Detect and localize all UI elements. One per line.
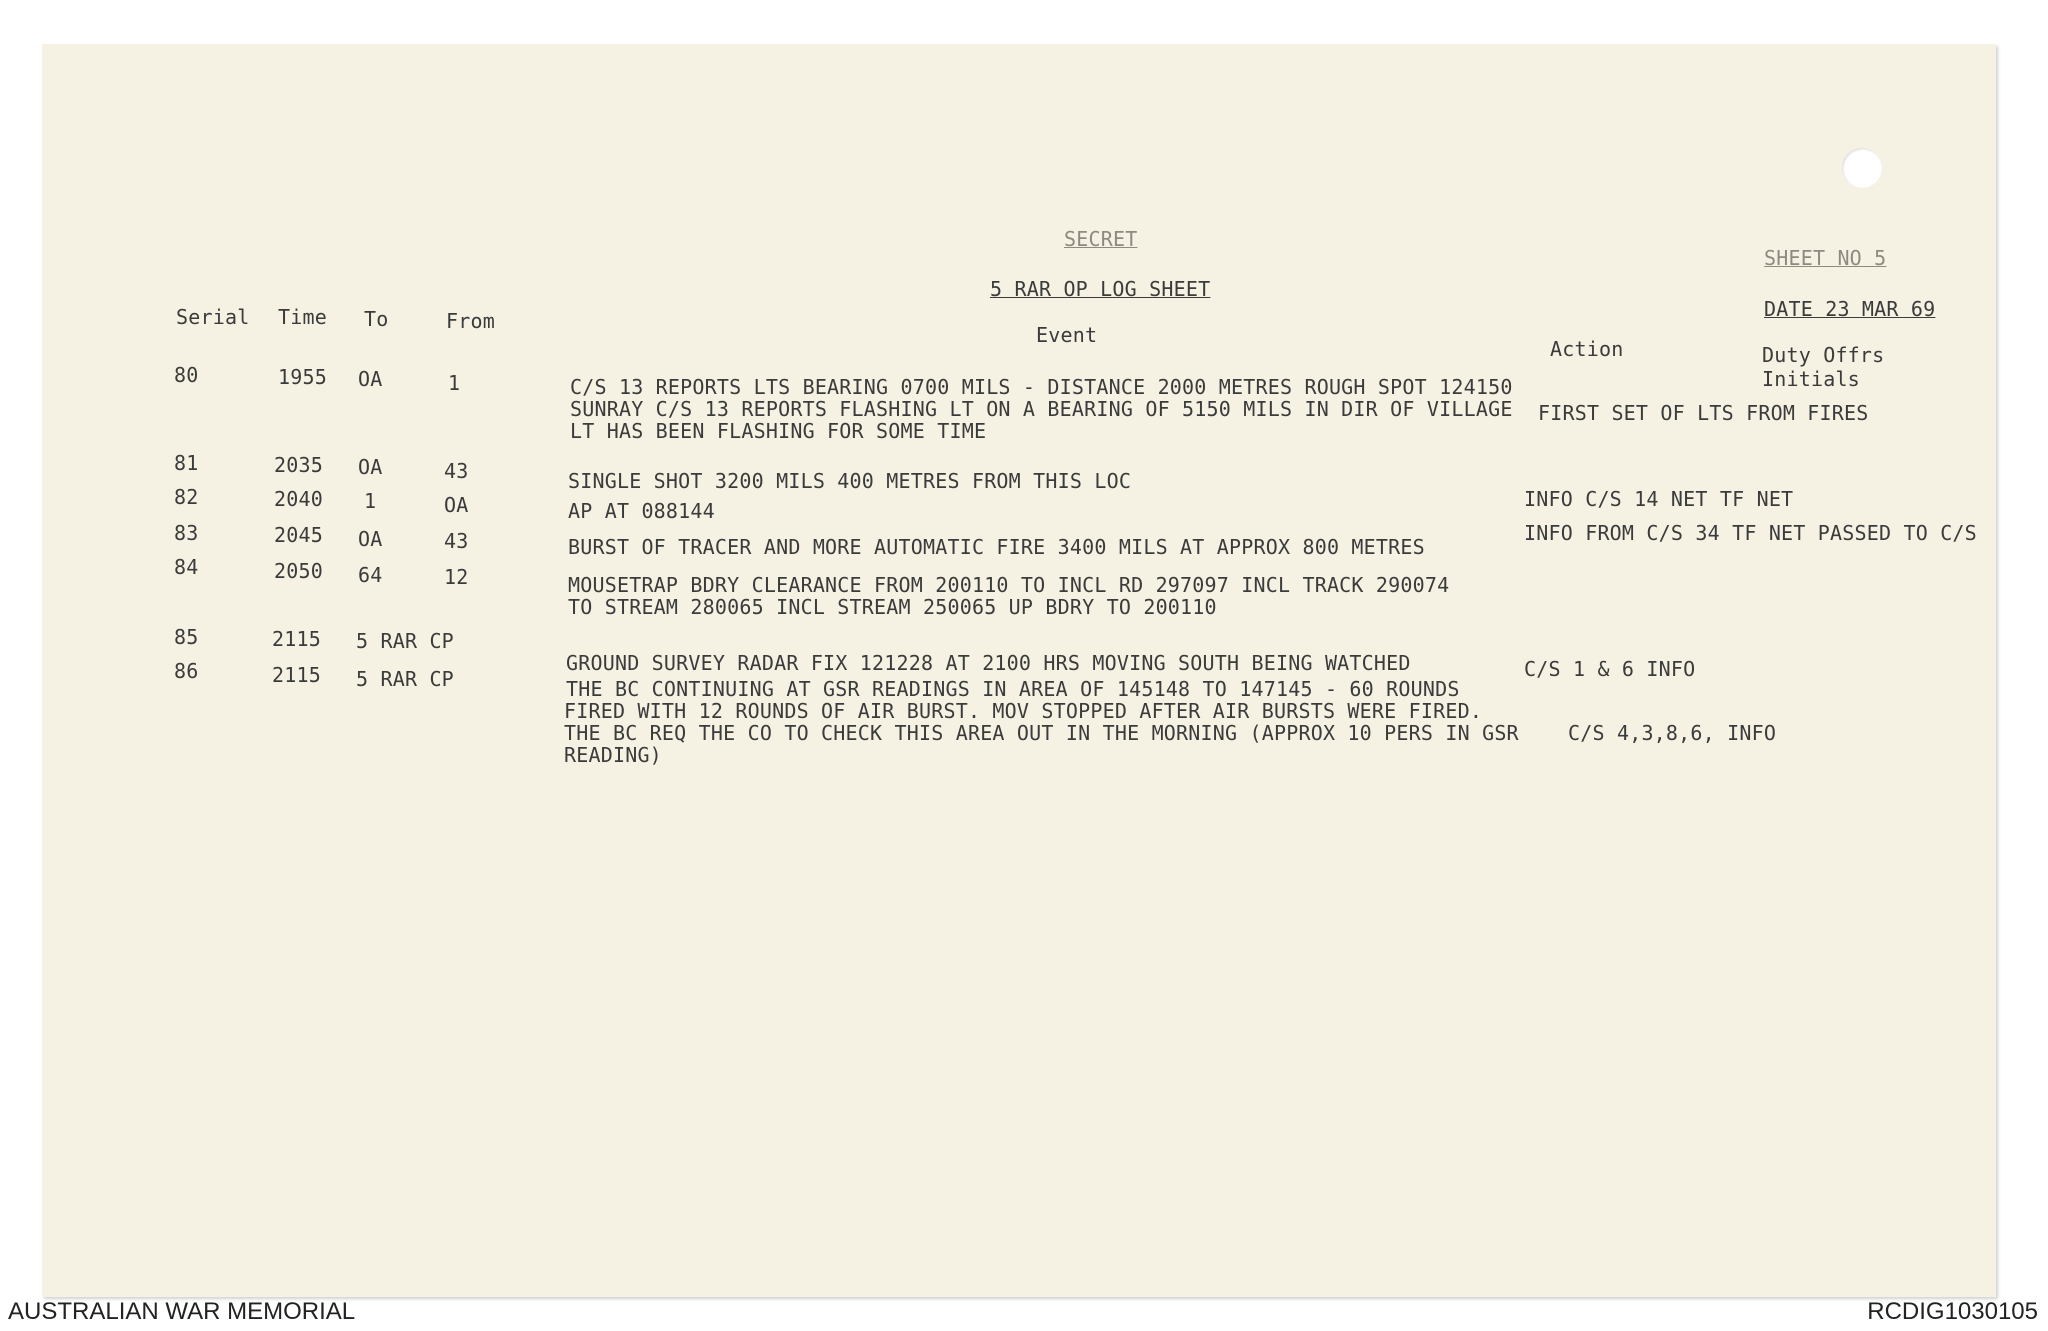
row-85-event-line-1: GROUND SURVEY RADAR FIX 121228 AT 2100 HRS MOVING SOUTH BEING WATCHED	[566, 651, 1411, 675]
col-action-header: Action	[1550, 337, 1624, 361]
initials-header: Initials	[1762, 367, 1860, 391]
sheet-number: SHEET NO 5	[1764, 246, 1887, 270]
row-80-action: FIRST SET OF LTS FROM FIRES	[1538, 401, 1869, 425]
row-82-serial: 82	[174, 485, 199, 509]
row-86-event-line-2: FIRED WITH 12 ROUNDS OF AIR BURST. MOV STOPPED AFTER AIR BURSTS WERE FIRED.	[564, 699, 1483, 723]
row-83-from: 43	[444, 529, 469, 553]
row-85-serial: 85	[174, 625, 199, 649]
row-86-time: 2115	[272, 663, 321, 687]
document-title: 5 RAR OP LOG SHEET	[990, 277, 1211, 301]
row-81-from: 43	[444, 459, 469, 483]
row-81-to: OA	[358, 455, 383, 479]
footer-source: AUSTRALIAN WAR MEMORIAL	[8, 1298, 356, 1325]
duty-offrs-header: Duty Offrs	[1762, 343, 1885, 367]
row-84-time: 2050	[274, 559, 323, 583]
row-80-time: 1955	[278, 365, 327, 389]
row-86-event-line-3: THE BC REQ THE CO TO CHECK THIS AREA OUT IN THE MORNING (APPROX 10 PERS IN GSR	[564, 721, 1519, 745]
footer-id: RCDIG1030105	[1867, 1298, 2038, 1325]
row-86-serial: 86	[174, 659, 199, 683]
row-86-event-line-4: READING)	[564, 743, 662, 767]
row-83-time: 2045	[274, 523, 323, 547]
col-serial-header: Serial	[176, 305, 250, 329]
row-83-action: INFO FROM C/S 34 TF NET PASSED TO C/S	[1524, 521, 1977, 545]
row-80-serial: 80	[174, 363, 199, 387]
row-86-event-line-1: THE BC CONTINUING AT GSR READINGS IN AREA OF 145148 TO 147145 - 60 ROUNDS	[566, 677, 1460, 701]
row-80-to: OA	[358, 367, 383, 391]
row-86-to: 5 RAR CP	[356, 667, 454, 691]
col-from-header: From	[446, 309, 495, 333]
col-time-header: Time	[278, 305, 327, 329]
classification-stamp: SECRET	[1064, 227, 1138, 251]
row-85-to: 5 RAR CP	[356, 629, 454, 653]
row-83-serial: 83	[174, 521, 199, 545]
row-82-from: OA	[444, 493, 469, 517]
row-82-time: 2040	[274, 487, 323, 511]
row-85-time: 2115	[272, 627, 321, 651]
row-84-event-line-2: TO STREAM 280065 INCL STREAM 250065 UP BDRY TO 200110	[568, 595, 1217, 619]
sheet-date: DATE 23 MAR 69	[1764, 297, 1936, 321]
row-82-action: INFO C/S 14 NET TF NET	[1524, 487, 1794, 511]
punch-hole	[1842, 148, 1882, 188]
row-80-event-line-2: SUNRAY C/S 13 REPORTS FLASHING LT ON A BEARING OF 5150 MILS IN DIR OF VILLAGE	[570, 397, 1513, 421]
row-84-serial: 84	[174, 555, 199, 579]
row-84-to: 64	[358, 563, 383, 587]
row-81-time: 2035	[274, 453, 323, 477]
row-80-from: 1	[448, 371, 461, 395]
row-86-action: C/S 4,3,8,6, INFO	[1568, 721, 1777, 745]
row-84-from: 12	[444, 565, 469, 589]
row-81-event-line-1: SINGLE SHOT 3200 MILS 400 METRES FROM THIS LOC	[568, 469, 1132, 493]
row-83-event-line-1: BURST OF TRACER AND MORE AUTOMATIC FIRE 3400 MILS AT APPROX 800 METRES	[568, 535, 1425, 559]
row-81-serial: 81	[174, 451, 199, 475]
col-to-header: To	[364, 307, 389, 331]
col-event-header: Event	[1036, 323, 1098, 347]
row-85-action: C/S 1 & 6 INFO	[1524, 657, 1696, 681]
row-83-to: OA	[358, 527, 383, 551]
row-82-to: 1	[364, 489, 377, 513]
row-84-event-line-1: MOUSETRAP BDRY CLEARANCE FROM 200110 TO INCL RD 297097 INCL TRACK 290074	[568, 573, 1450, 597]
row-80-event-line-3: LT HAS BEEN FLASHING FOR SOME TIME	[570, 419, 987, 443]
row-80-event-line-1: C/S 13 REPORTS LTS BEARING 0700 MILS - DISTANCE 2000 METRES ROUGH SPOT 124150	[570, 375, 1513, 399]
row-82-event-line-1: AP AT 088144	[568, 499, 715, 523]
